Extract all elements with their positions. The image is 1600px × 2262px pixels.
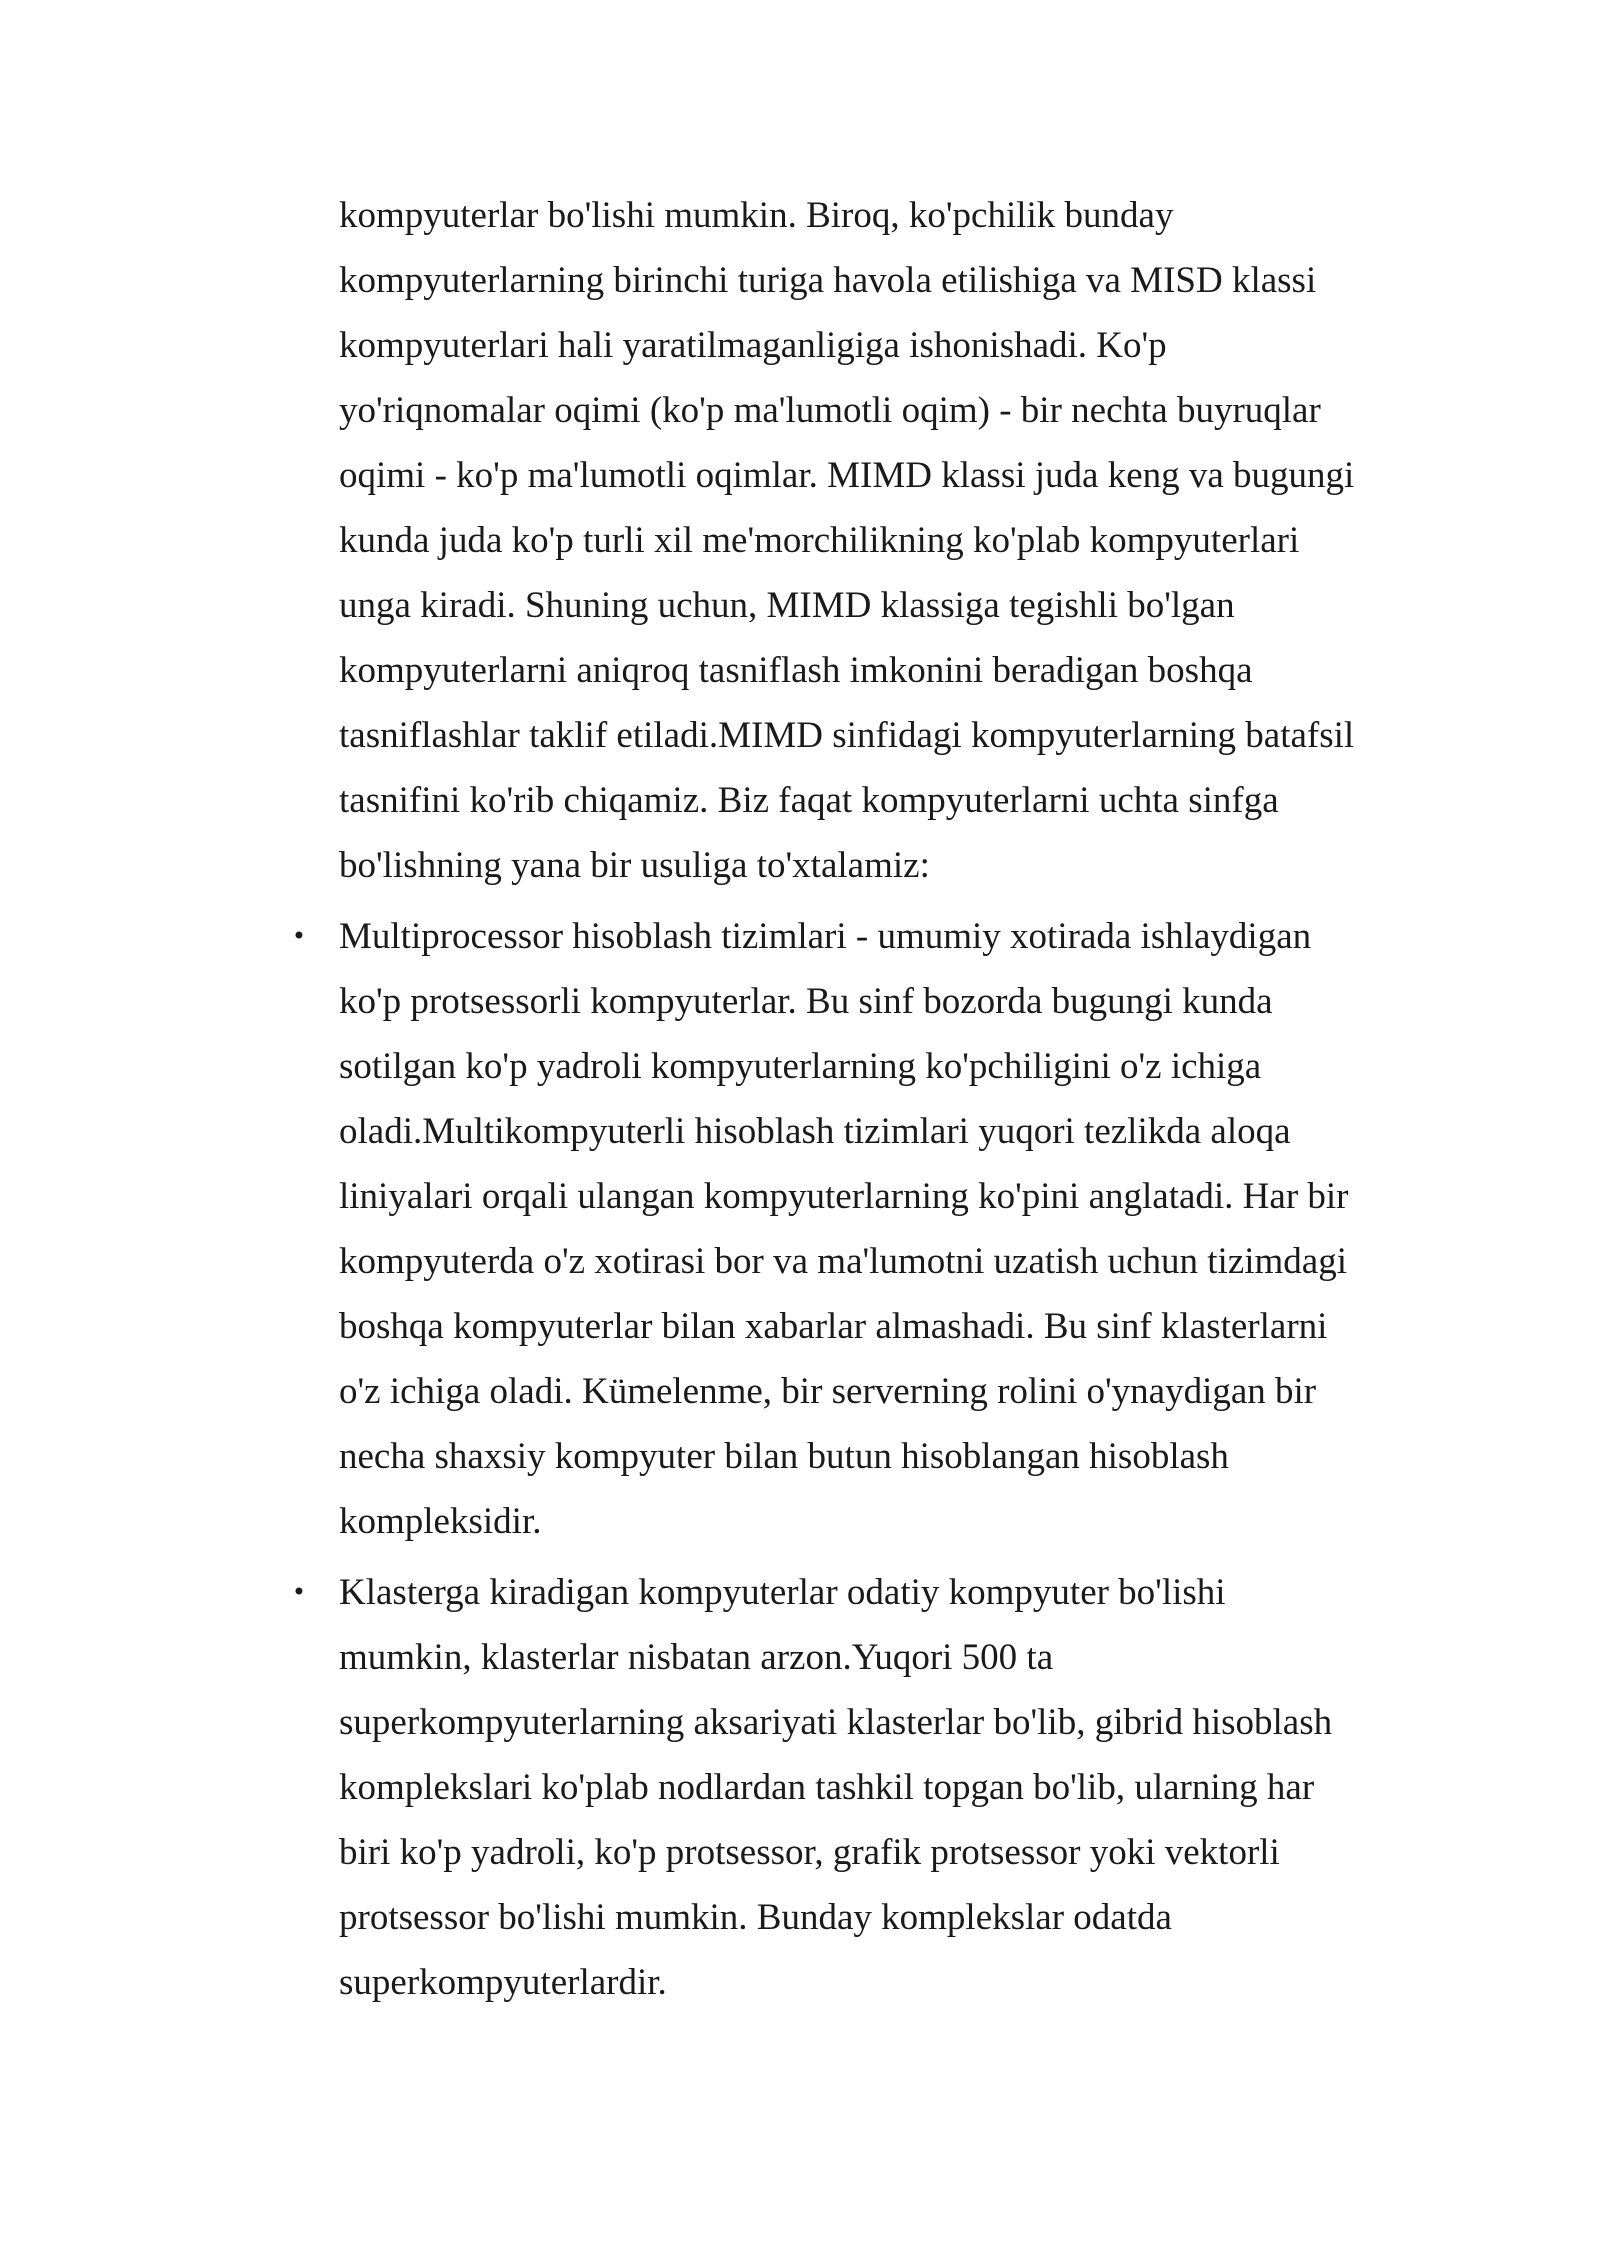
- document-body: [291, 183, 1360, 2021]
- list-item-cluster: [291, 1560, 1360, 2015]
- bullet-icon: •: [291, 1578, 307, 1606]
- bullet-icon: •: [291, 922, 307, 950]
- intro-paragraph: kompyuterlar bo'lishi mumkin. Biroq, ko'pchilik bunday kompyuterlarning birinchi turiga havola etilishiga va MISD klassi kompyuterlari hali yaratilmaganligiga ishonishadi. Ko'p yo'riqnomalar oqimi (ko'p ma'lumotli oqim) - bir nechta buyruqlar oqimi - ko'p ma'lumotli oqimlar. MIMD klassi juda keng va bugungi kunda juda ko'p turli xil me'morchilikning ko'plab kompyuterlari unga kiradi. Shuning uchun, MIMD klassiga tegishli bo'lgan kompyuterlarni aniqroq tasniflash imkonini beradigan boshqa tasniflashlar taklif etiladi.MIMD sinfidagi kompyuterlarning batafsil tasnifini ko'rib chiqamiz. Biz faqat kompyuterlarni uchta sinfga bo'lishning yana bir usuliga to'xtalamiz:: [339, 195, 1355, 886]
- list-item-multiprocessor: [291, 904, 1360, 1554]
- list-item-text: Multiprocessor hisoblash tizimlari - umumiy xotirada ishlaydigan ko'p protsessorli kompyuterlar. Bu sinf bozorda bugungi kunda sotilgan ko'p yadroli kompyuterlarning ko'pchiligini o'z ichiga oladi.Multikompyuterli hisoblash tizimlari yuqori tezlikda aloqa liniyalari orqali ulangan kompyuterlarning ko'pini anglatadi. Har bir kompyuterda o'z xotirasi bor va ma'lumotni uzatish uchun tizimdagi boshqa kompyuterlar bilan xabarlar almashadi. Bu sinf klasterlarni o'z ichiga oladi. Kümelenme, bir serverning rolini o'ynaydigan bir necha shaxsiy kompyuter bilan butun hisoblangan hisoblash kompleksidir.: [339, 916, 1349, 1542]
- list-item-text: Klasterga kiradigan kompyuterlar odatiy kompyuter bo'lishi mumkin, klasterlar nisbatan arzon.Yuqori 500 ta superkompyuterlarning aksariyati klasterlar bo'lib, gibrid hisoblash komplekslari ko'plab nodlardan tashkil topgan bo'lib, ularning har biri ko'p yadroli, ko'p protsessor, grafik protsessor yoki vektorli protsessor bo'lishi mumkin. Bunday komplekslar odatda superkompyuterlardir.: [339, 1572, 1333, 2003]
- bullet-list: [291, 904, 1360, 2015]
